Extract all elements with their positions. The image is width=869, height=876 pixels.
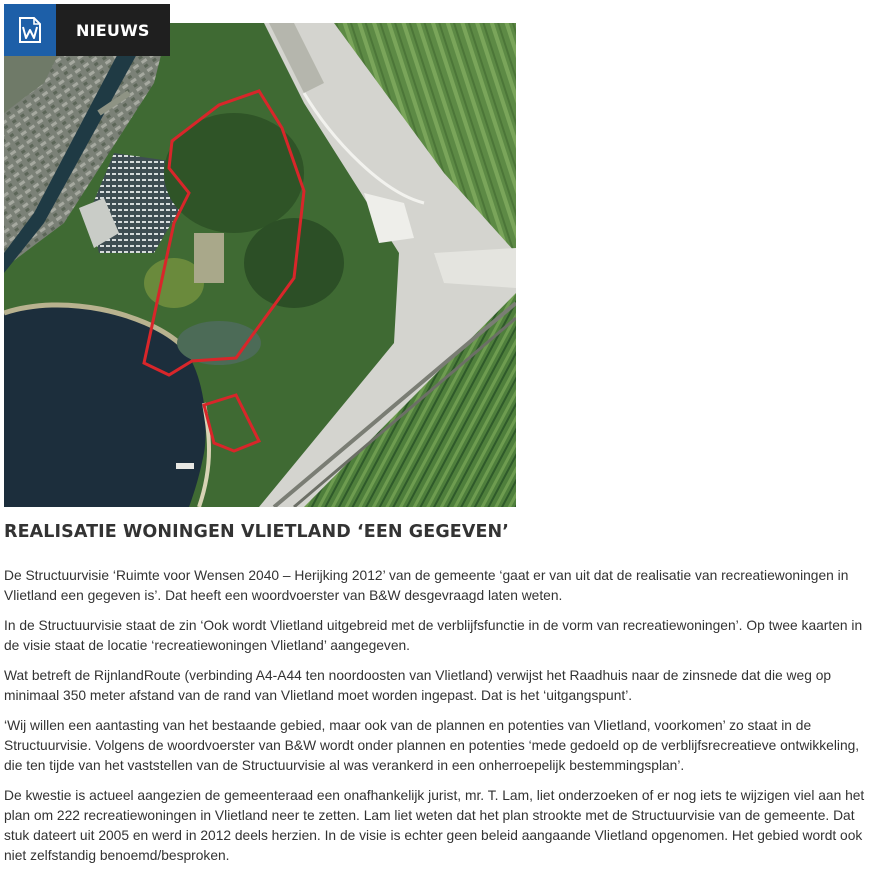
article-paragraph: De kwestie is actueel aangezien de gemeenteraad een onafhankelijk jurist, mr. T. Lam, liet onderzoeken of er nog iets te wijzigen viel aan het plan om 222 recreatiewoningen in Vlietland neer te zetten. Lam liet weten dat het plan strookte met de Structuurvisie van de gemeente. Dat stuk dateert uit 2005 en werd in 2012 deels herzien. In de visie is echter geen beleid aangaande Vlietland opgenomen. Het gebied wordt ook niet zelfstandig benoemd/besproken. bbox=[4, 788, 865, 863]
article-paragraph: ‘Wij willen een aantasting van het bestaande gebied, maar ook van de plannen en potenties van Vlietland, voorkomen’ zo staat in de Structuurvisie. Volgens de woordvoerster van B&W wordt onder plannen en potenties ‘mede gedoeld op de verblijfsrecreatieve ontwikkeling, die ten tijde van het vaststellen van de Structuurvisie al was verankerd in een onherroepelijk bestemmingsplan’. bbox=[4, 718, 860, 773]
aerial-photo bbox=[4, 23, 516, 507]
article-body bbox=[4, 566, 866, 876]
category-label: NIEUWS bbox=[56, 4, 170, 56]
category-badge[interactable] bbox=[4, 4, 170, 56]
article-paragraph: De Structuurvisie ‘Ruimte voor Wensen 2040 – Herijking 2012’ van de gemeente ‘gaat er van uit dat de realisatie van recreatiewoningen in Vlietland een gegeven is’. Dat heeft een woordvoerster van B&W desgevraagd laten weten. bbox=[4, 568, 849, 603]
newspaper-w-icon bbox=[4, 4, 56, 56]
article-paragraph: In de Structuurvisie staat de zin ‘Ook wordt Vlietland uitgebreid met de verblijfsfunctie in de vorm van recreatiewoningen’. Op twee kaarten in de visie staat de locatie ‘recreatiewoningen Vlietland’ aangegeven. bbox=[4, 618, 863, 653]
article-paragraph: Wat betreft de RijnlandRoute (verbinding A4-A44 ten noordoosten van Vlietland) verwijst het Raadhuis naar de zinsnede dat die weg op minimaal 350 meter afstand van de rand van Vlietland moet worden ingepast. Dat is het ‘uitgangspunt’. bbox=[4, 668, 832, 703]
article-title: REALISATIE WONINGEN VLIETLAND ‘EEN GEGEVEN’ bbox=[4, 522, 510, 542]
